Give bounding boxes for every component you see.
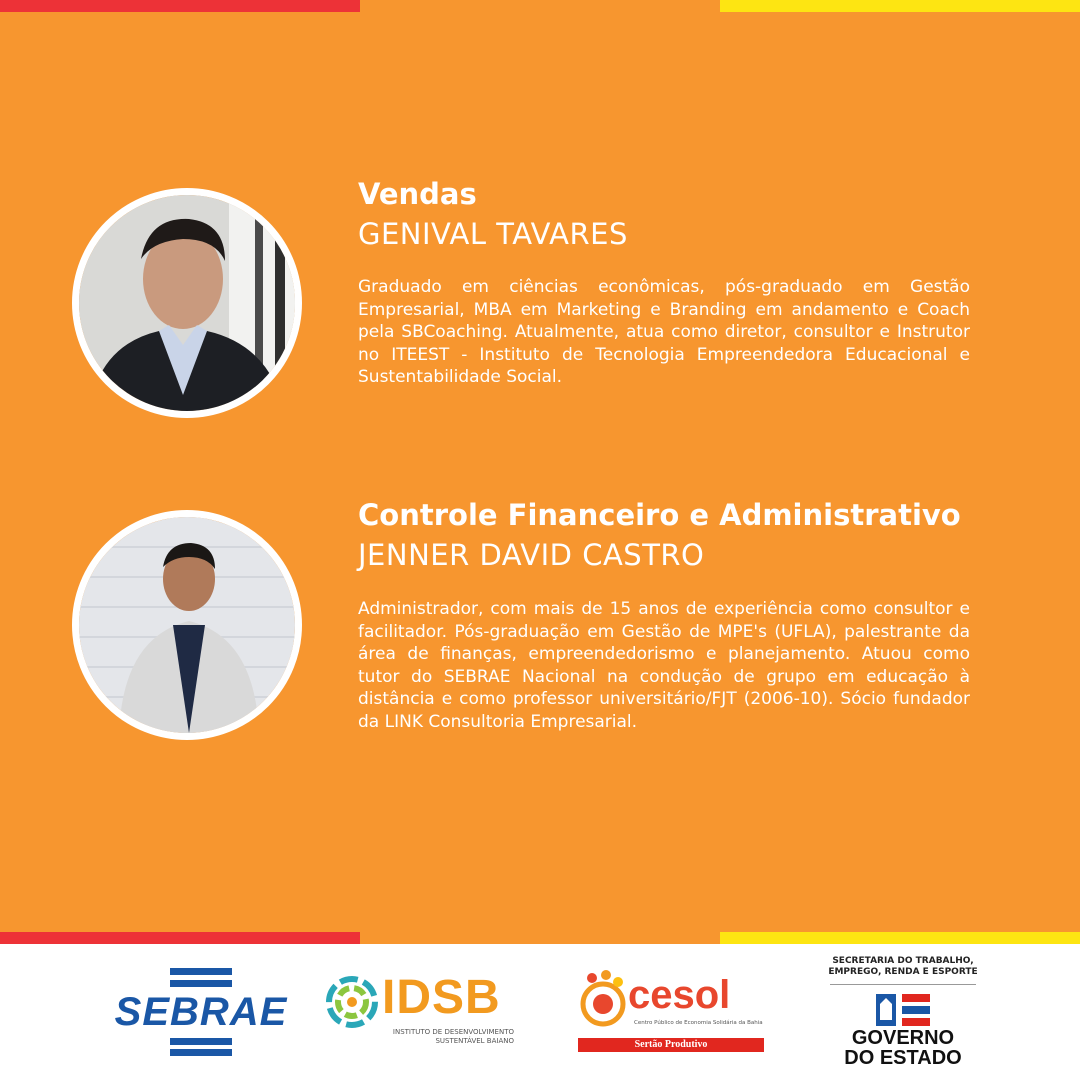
speaker-photo-jenner bbox=[72, 510, 302, 740]
speaker-bio: Administrador, com mais de 15 anos de experiência como consultor e facilitador. Pós-graduação em Gestão de MPE's (UFLA), palestrante da área de finanças, empreendedorismo e planejamento. Atuou como tutor do SEBRAE Nacional na condução de grupo em educação à distância e como professor universitário/FJT (2006-10). Sócio fundador da LINK Consultoria Empresarial. bbox=[358, 599, 970, 732]
cesol-band: Sertão Produtivo bbox=[578, 1038, 764, 1052]
bottom-stripe-red bbox=[0, 932, 360, 944]
speaker-name: GENIVAL TAVARES bbox=[358, 217, 628, 251]
top-stripe-yellow bbox=[720, 0, 1080, 12]
government-department: SECRETARIA DO TRABALHO, EMPREGO, RENDA E ESPORTE bbox=[828, 956, 978, 977]
speaker-topic: Controle Financeiro e Administrativo bbox=[358, 498, 961, 532]
speaker-photo-jenner-illustration bbox=[79, 517, 295, 733]
sponsor-footer bbox=[0, 944, 1080, 1080]
speaker-bio: Graduado em ciências econômicas, pós-graduado em Gestão Empresarial, MBA em Marketing e Branding em andamento e Coach pela SBCoaching. Atualmente, atua como diretor, consultor e Instrutor no ITEEST - Instituto de Tecnologia Empreendedora Educacional e Sustentabilidade Social. bbox=[358, 277, 970, 387]
government-name bbox=[818, 1028, 988, 1068]
cesol-logo-text: cesol bbox=[628, 973, 731, 1017]
idsb-logo-text: IDSB bbox=[382, 971, 501, 1024]
sebrae-logo bbox=[108, 968, 294, 1056]
idsb-swirl-icon bbox=[326, 976, 378, 1028]
cesol-people-circle-icon bbox=[578, 970, 628, 1036]
cesol-logo bbox=[578, 970, 768, 1056]
bahia-flag-icon bbox=[876, 994, 930, 1026]
speaker-photo-genival bbox=[72, 188, 302, 418]
bottom-stripe-yellow bbox=[720, 932, 1080, 944]
governo-bahia-logo bbox=[818, 956, 988, 1074]
idsb-logo bbox=[326, 970, 526, 1056]
speaker-topic: Vendas bbox=[358, 177, 477, 211]
idsb-subtitle: INSTITUTO DE DESENVOLVIMENTO SUSTENTÁVEL BAIANO bbox=[392, 1028, 514, 1045]
cesol-subtitle: Centro Público de Economia Solidária da Bahia bbox=[634, 1020, 763, 1026]
speaker-name: JENNER DAVID CASTRO bbox=[358, 538, 705, 572]
top-stripe-red bbox=[0, 0, 360, 12]
government-divider bbox=[830, 984, 976, 985]
sebrae-logo-text: SEBRAE bbox=[114, 990, 288, 1034]
government-name-line1: GOVERNO bbox=[851, 1027, 955, 1049]
government-name-line2: DO ESTADO bbox=[844, 1047, 962, 1069]
speaker-photo-genival-illustration bbox=[79, 195, 295, 411]
